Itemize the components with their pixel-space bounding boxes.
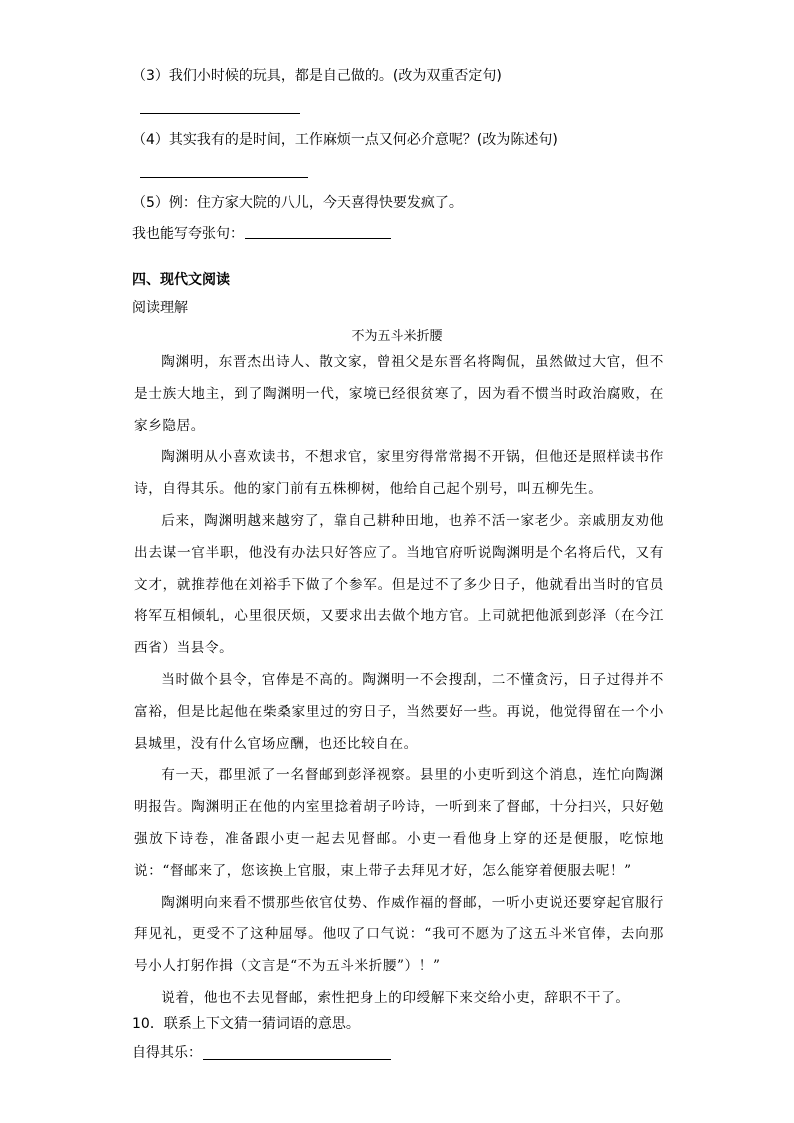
exercise-4: （4）其实我有的是时间，工作麻烦一点又何必介意呢？(改为陈述句): [132, 132, 558, 148]
exercise-3-answer-blank[interactable]: [140, 113, 300, 114]
reading-passage: [134, 347, 664, 1015]
passage-paragraph: 有一天，郡里派了一名督邮到彭泽视察。县里的小吏听到这个消息，连忙向陶渊明报告。陶渊明正在他的内室里捻着胡子吟诗，一听到来了督邮，十分扫兴，只好勉强放下诗卷，准备跟小吏一起去见督邮。小吏一看他身上穿的还是便服，吃惊地说：“督邮来了，您该换上官服，束上带子去拜见才好，怎么能穿着便服去呢！”: [134, 767, 664, 879]
section-heading: 四、现代文阅读: [132, 272, 230, 288]
passage-paragraph: 说着，他也不去见督邮，索性把身上的印绶解下来交给小吏，辞职不干了。: [161, 989, 630, 1006]
question-10-item: 自得其乐：: [132, 1045, 202, 1061]
exercise-5-prompt: 我也能写夸张句：: [132, 226, 244, 242]
exercise-4-answer-blank[interactable]: [140, 177, 308, 178]
section-subheading: 阅读理解: [132, 300, 188, 316]
passage-paragraph: 陶渊明向来看不惯那些依官仗势、作威作福的督邮，一听小吏说还要穿起官服行拜见礼，更受不了这种屈辱。他叹了口气说：“我可不愿为了这五斗米官俸，去向那号小人打躬作揖（文言是“不为五斗米折腰”）！”: [134, 894, 664, 975]
exercise-5: （5）例：住方家大院的八儿，今天喜得快要发疯了。: [132, 195, 463, 211]
exercise-5-answer-blank[interactable]: [245, 238, 391, 239]
passage-paragraph: 当时做个县令，官俸是不高的。陶渊明一不会搜刮，二不懂贪污，日子过得并不富裕，但是比起他在柴桑家里过的穷日子，当然要好一些。再说，他觉得留在一个小县城里，没有什么官场应酬，也还比较自在。: [134, 671, 664, 752]
passage-title: 不为五斗米折腰: [351, 329, 443, 344]
question-10: 10．联系上下文猜一猜词语的意思。: [132, 1016, 360, 1032]
passage-paragraph: 后来，陶渊明越来越穷了，靠自己耕种田地，也养不活一家老少。亲戚朋友劝他出去谋一官半职，他没有办法只好答应了。当地官府听说陶渊明是个名将后代，又有文才，就推荐他在刘裕手下做了个参军。但是过不了多少日子，他就看出当时的官员将军互相倾轧，心里很厌烦，又要求出去做个地方官。上司就把他派到彭泽（在今江西省）当县令。: [134, 512, 664, 657]
passage-paragraph: 陶渊明，东晋杰出诗人、散文家，曾祖父是东晋名将陶侃，虽然做过大官，但不是士族大地主，到了陶渊明一代，家境已经很贫寒了，因为看不惯当时政治腐败，在家乡隐居。: [134, 354, 664, 434]
passage-paragraph: 陶渊明从小喜欢读书，不想求官，家里穷得常常揭不开锅，但他还是照样读书作诗，自得其乐。他的家门前有五株柳树，他给自己起个别号，叫五柳先生。: [134, 449, 664, 498]
exercise-3: （3）我们小时候的玩具，都是自己做的。(改为双重否定句): [132, 68, 502, 84]
question-10-answer-blank[interactable]: [203, 1059, 391, 1060]
